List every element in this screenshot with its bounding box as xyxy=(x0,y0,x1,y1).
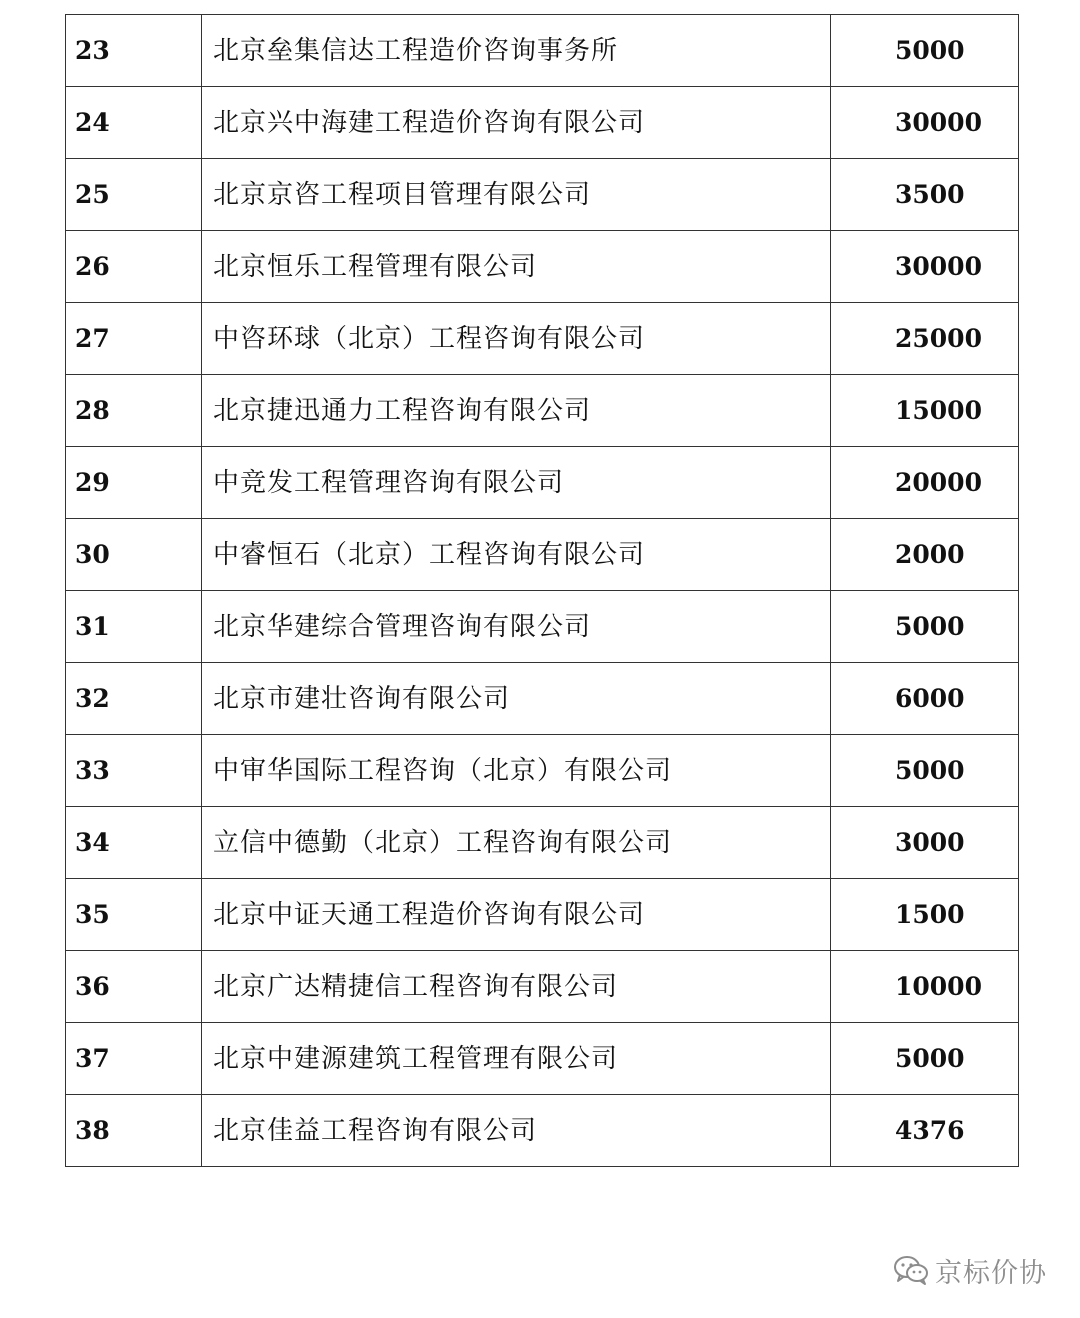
donation-amount: 5000 xyxy=(831,1023,1019,1095)
table-row xyxy=(66,231,1019,303)
company-name: 北京兴中海建工程造价咨询有限公司 xyxy=(202,87,831,159)
company-name: 北京恒乐工程管理有限公司 xyxy=(202,231,831,303)
table-row xyxy=(66,15,1019,87)
table-row xyxy=(66,519,1019,591)
donation-amount: 4376 xyxy=(831,1095,1019,1167)
donation-table xyxy=(65,14,1019,1167)
table-row xyxy=(66,1023,1019,1095)
company-name: 中咨环球（北京）工程咨询有限公司 xyxy=(202,303,831,375)
row-number: 36 xyxy=(66,951,202,1023)
donation-amount: 2000 xyxy=(831,519,1019,591)
row-number: 30 xyxy=(66,519,202,591)
table-row xyxy=(66,951,1019,1023)
company-name: 北京市建壮咨询有限公司 xyxy=(202,663,831,735)
donation-amount: 1500 xyxy=(831,879,1019,951)
donation-amount: 30000 xyxy=(831,231,1019,303)
table-row xyxy=(66,303,1019,375)
company-name: 北京中证天通工程造价咨询有限公司 xyxy=(202,879,831,951)
table-row xyxy=(66,159,1019,231)
table-row xyxy=(66,375,1019,447)
donation-amount: 3500 xyxy=(831,159,1019,231)
donation-amount: 3000 xyxy=(831,807,1019,879)
row-number: 35 xyxy=(66,879,202,951)
company-name: 北京垒集信达工程造价咨询事务所 xyxy=(202,15,831,87)
donation-amount: 15000 xyxy=(831,375,1019,447)
company-name: 北京佳益工程咨询有限公司 xyxy=(202,1095,831,1167)
row-number: 25 xyxy=(66,159,202,231)
table-row xyxy=(66,663,1019,735)
row-number: 23 xyxy=(66,15,202,87)
table-body xyxy=(66,15,1019,1167)
donation-amount: 5000 xyxy=(831,591,1019,663)
row-number: 33 xyxy=(66,735,202,807)
company-name: 中睿恒石（北京）工程咨询有限公司 xyxy=(202,519,831,591)
company-name: 北京中建源建筑工程管理有限公司 xyxy=(202,1023,831,1095)
wechat-icon xyxy=(893,1254,929,1286)
row-number: 27 xyxy=(66,303,202,375)
row-number: 31 xyxy=(66,591,202,663)
row-number: 38 xyxy=(66,1095,202,1167)
row-number: 28 xyxy=(66,375,202,447)
donation-amount: 6000 xyxy=(831,663,1019,735)
donation-amount: 25000 xyxy=(831,303,1019,375)
company-name: 立信中德勤（北京）工程咨询有限公司 xyxy=(202,807,831,879)
donation-amount: 10000 xyxy=(831,951,1019,1023)
donation-amount: 5000 xyxy=(831,15,1019,87)
donation-amount: 5000 xyxy=(831,735,1019,807)
table-row xyxy=(66,447,1019,519)
company-name: 北京广达精捷信工程咨询有限公司 xyxy=(202,951,831,1023)
row-number: 32 xyxy=(66,663,202,735)
row-number: 24 xyxy=(66,87,202,159)
wechat-watermark xyxy=(893,1252,1047,1288)
company-name: 北京京咨工程项目管理有限公司 xyxy=(202,159,831,231)
table-row xyxy=(66,735,1019,807)
donation-amount: 30000 xyxy=(831,87,1019,159)
row-number: 34 xyxy=(66,807,202,879)
table-row xyxy=(66,1095,1019,1167)
donation-amount: 20000 xyxy=(831,447,1019,519)
table-row xyxy=(66,591,1019,663)
row-number: 37 xyxy=(66,1023,202,1095)
company-name: 北京华建综合管理咨询有限公司 xyxy=(202,591,831,663)
watermark-text: 京标价协 xyxy=(935,1257,1047,1289)
company-name: 北京捷迅通力工程咨询有限公司 xyxy=(202,375,831,447)
company-name: 中审华国际工程咨询（北京）有限公司 xyxy=(202,735,831,807)
row-number: 29 xyxy=(66,447,202,519)
row-number: 26 xyxy=(66,231,202,303)
table-row xyxy=(66,807,1019,879)
company-name: 中竞发工程管理咨询有限公司 xyxy=(202,447,831,519)
table-row xyxy=(66,87,1019,159)
table-row xyxy=(66,879,1019,951)
